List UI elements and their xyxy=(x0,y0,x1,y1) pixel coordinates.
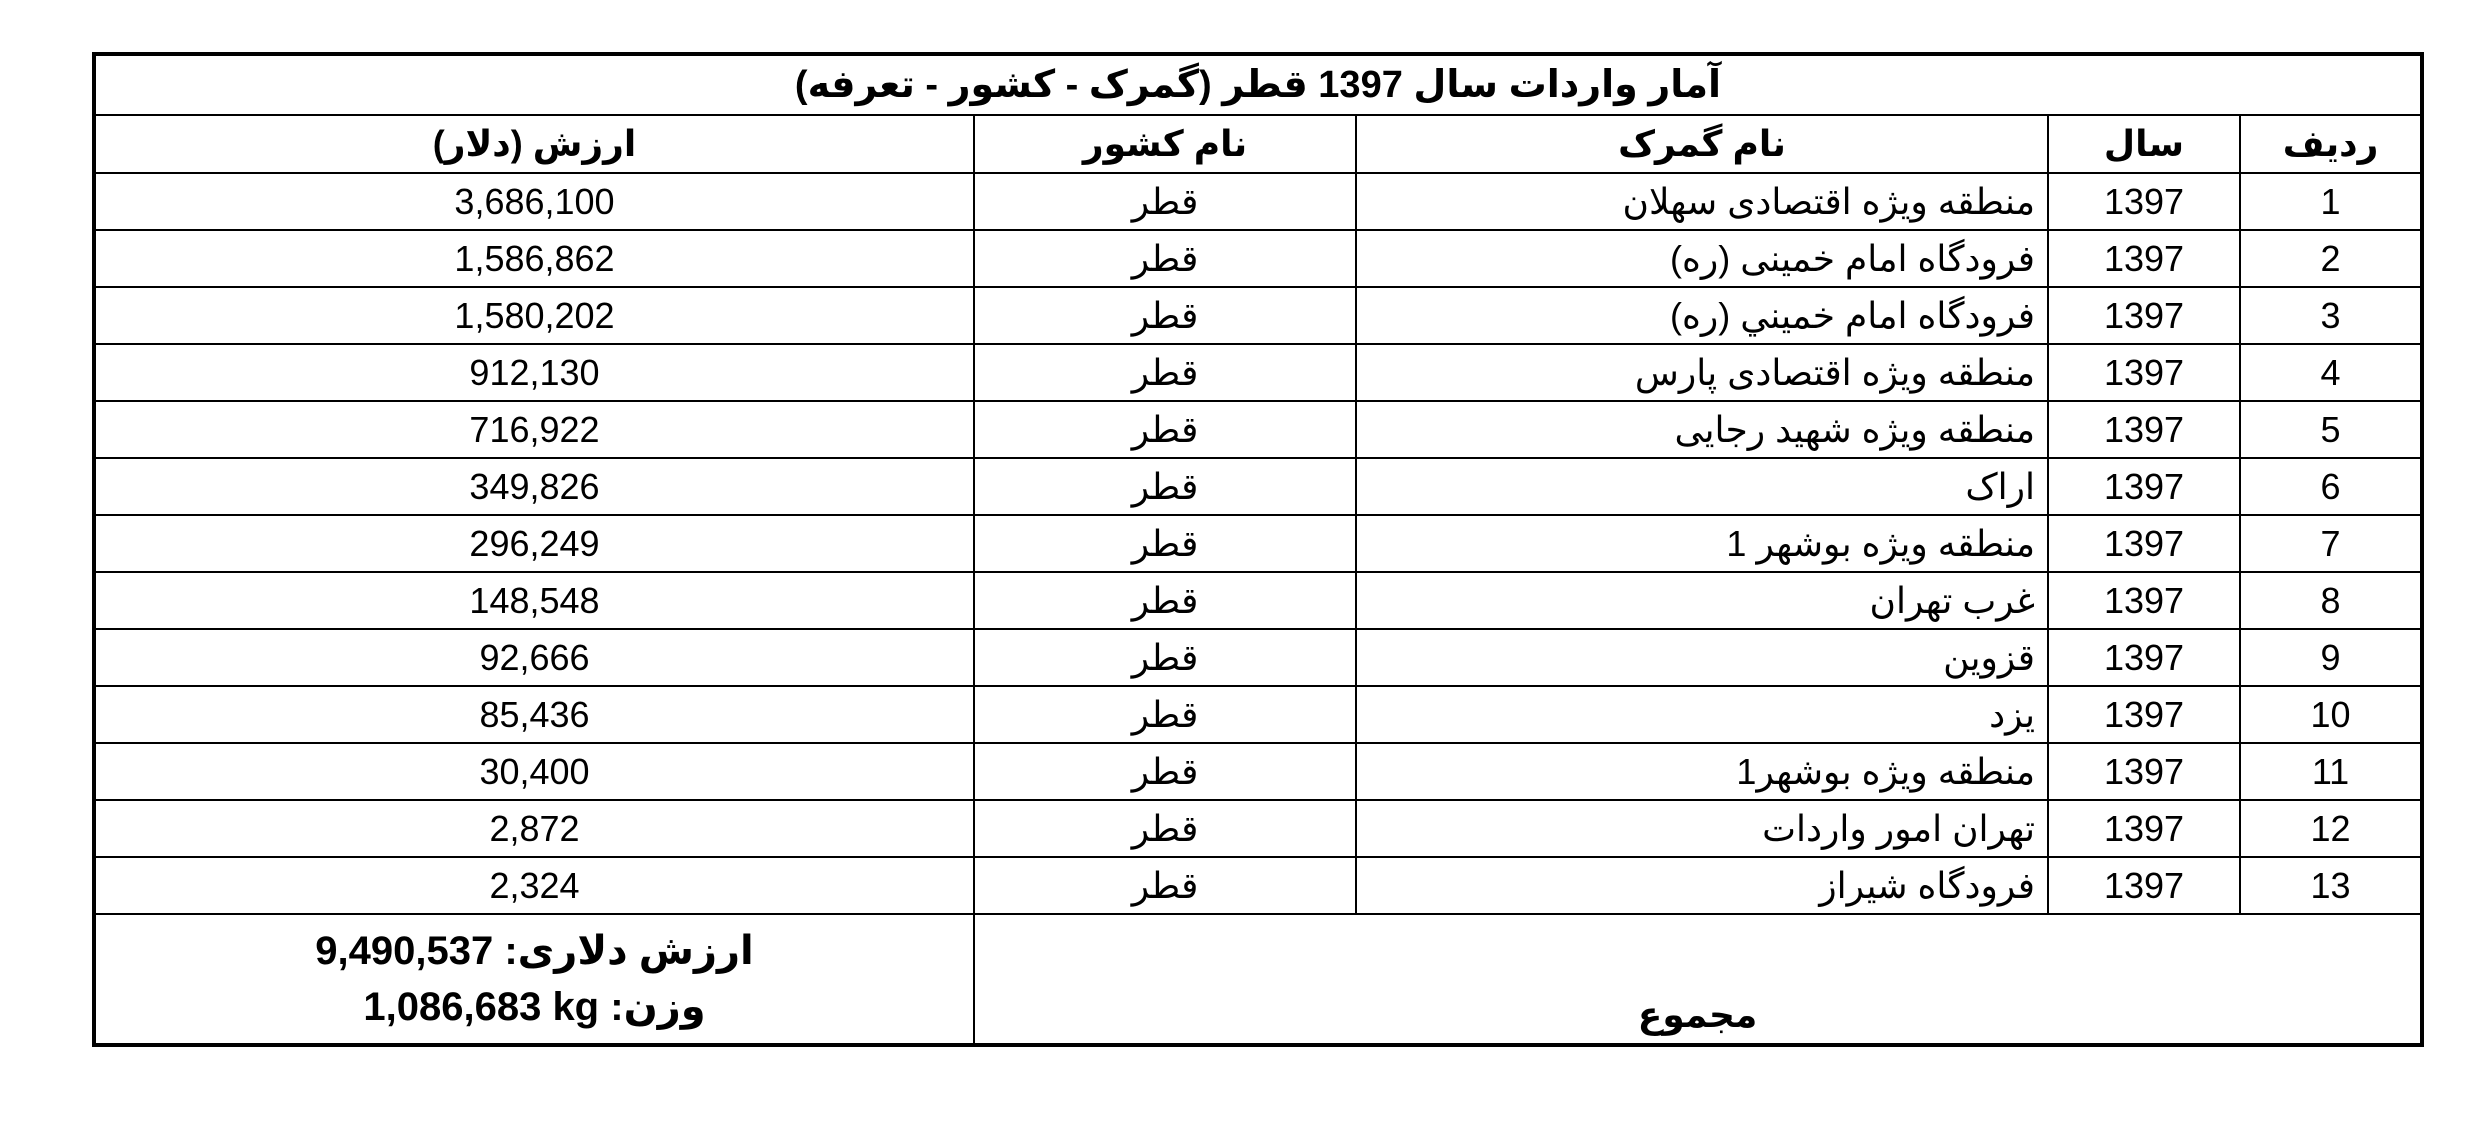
cell-country: قطر xyxy=(974,743,1356,800)
header-country: نام کشور xyxy=(974,115,1356,173)
cell-year: 1397 xyxy=(2048,800,2240,857)
total-values xyxy=(94,914,974,1045)
cell-value: 148,548 xyxy=(94,572,974,629)
cell-value: 1,580,202 xyxy=(94,287,974,344)
cell-row-no: 4 xyxy=(2240,344,2422,401)
cell-customs: منطقه ویژه اقتصادی پارس xyxy=(1356,344,2048,401)
total-dollar-label: ارزش دلاری: xyxy=(504,929,754,973)
table-header-row xyxy=(94,115,2422,173)
table-row xyxy=(94,629,2422,686)
cell-country: قطر xyxy=(974,800,1356,857)
cell-value: 30,400 xyxy=(94,743,974,800)
cell-customs: غرب تهران xyxy=(1356,572,2048,629)
import-stats-table xyxy=(92,52,2424,1047)
table-row xyxy=(94,287,2422,344)
cell-customs: اراک xyxy=(1356,458,2048,515)
cell-country: قطر xyxy=(974,230,1356,287)
total-weight-value: 1,086,683 kg xyxy=(363,985,600,1029)
cell-row-no: 9 xyxy=(2240,629,2422,686)
cell-country: قطر xyxy=(974,629,1356,686)
cell-country: قطر xyxy=(974,458,1356,515)
cell-value: 92,666 xyxy=(94,629,974,686)
cell-country: قطر xyxy=(974,515,1356,572)
cell-year: 1397 xyxy=(2048,572,2240,629)
cell-row-no: 10 xyxy=(2240,686,2422,743)
header-year: سال xyxy=(2048,115,2240,173)
cell-value: 912,130 xyxy=(94,344,974,401)
cell-country: قطر xyxy=(974,572,1356,629)
table-row xyxy=(94,173,2422,230)
cell-value: 716,922 xyxy=(94,401,974,458)
cell-row-no: 3 xyxy=(2240,287,2422,344)
table-row xyxy=(94,572,2422,629)
cell-year: 1397 xyxy=(2048,230,2240,287)
cell-row-no: 1 xyxy=(2240,173,2422,230)
table-total-row xyxy=(94,914,2422,1045)
cell-country: قطر xyxy=(974,857,1356,914)
table-row xyxy=(94,344,2422,401)
cell-year: 1397 xyxy=(2048,743,2240,800)
table-row xyxy=(94,401,2422,458)
cell-customs: منطقه ویژه شهید رجایی xyxy=(1356,401,2048,458)
cell-customs: تهران امور واردات xyxy=(1356,800,2048,857)
cell-customs: فرودگاه شیراز xyxy=(1356,857,2048,914)
cell-value: 85,436 xyxy=(94,686,974,743)
cell-country: قطر xyxy=(974,401,1356,458)
table-row xyxy=(94,800,2422,857)
cell-value: 296,249 xyxy=(94,515,974,572)
cell-customs: منطقه ویژه اقتصادی سهلان xyxy=(1356,173,2048,230)
total-dollar-line xyxy=(108,923,961,979)
cell-year: 1397 xyxy=(2048,515,2240,572)
cell-customs: یزد xyxy=(1356,686,2048,743)
cell-country: قطر xyxy=(974,686,1356,743)
table-row xyxy=(94,686,2422,743)
cell-customs: منطقه ویژه بوشهر1 xyxy=(1356,743,2048,800)
header-row-no: ردیف xyxy=(2240,115,2422,173)
total-weight-line xyxy=(108,979,961,1035)
cell-customs: منطقه ویژه بوشهر 1 xyxy=(1356,515,2048,572)
cell-value: 2,324 xyxy=(94,857,974,914)
cell-row-no: 5 xyxy=(2240,401,2422,458)
cell-row-no: 2 xyxy=(2240,230,2422,287)
cell-year: 1397 xyxy=(2048,287,2240,344)
cell-country: قطر xyxy=(974,173,1356,230)
import-stats-sheet xyxy=(92,52,2420,1047)
table-title: آمار واردات سال 1397 قطر (گمرک - کشور - تعرفه) xyxy=(94,54,2422,115)
total-weight-label: وزن: xyxy=(610,985,706,1029)
cell-year: 1397 xyxy=(2048,401,2240,458)
cell-year: 1397 xyxy=(2048,629,2240,686)
cell-row-no: 11 xyxy=(2240,743,2422,800)
cell-value: 2,872 xyxy=(94,800,974,857)
cell-value: 1,586,862 xyxy=(94,230,974,287)
table-row xyxy=(94,743,2422,800)
cell-row-no: 6 xyxy=(2240,458,2422,515)
cell-value: 3,686,100 xyxy=(94,173,974,230)
table-row xyxy=(94,230,2422,287)
cell-row-no: 8 xyxy=(2240,572,2422,629)
cell-value: 349,826 xyxy=(94,458,974,515)
cell-year: 1397 xyxy=(2048,458,2240,515)
cell-country: قطر xyxy=(974,344,1356,401)
table-row xyxy=(94,458,2422,515)
cell-customs: فرودگاه امام خمینی (ره) xyxy=(1356,230,2048,287)
total-dollar-value: 9,490,537 xyxy=(315,929,494,973)
cell-year: 1397 xyxy=(2048,857,2240,914)
table-row xyxy=(94,857,2422,914)
cell-country: قطر xyxy=(974,287,1356,344)
cell-year: 1397 xyxy=(2048,686,2240,743)
total-label: مجموع xyxy=(974,914,2422,1045)
cell-row-no: 13 xyxy=(2240,857,2422,914)
cell-year: 1397 xyxy=(2048,344,2240,401)
cell-row-no: 12 xyxy=(2240,800,2422,857)
table-title-row xyxy=(94,54,2422,115)
header-value: ارزش (دلار) xyxy=(94,115,974,173)
cell-row-no: 7 xyxy=(2240,515,2422,572)
cell-customs: قزوین xyxy=(1356,629,2048,686)
cell-year: 1397 xyxy=(2048,173,2240,230)
cell-customs: فرودگاه امام خميني (ره) xyxy=(1356,287,2048,344)
header-customs: نام گمرک xyxy=(1356,115,2048,173)
table-row xyxy=(94,515,2422,572)
